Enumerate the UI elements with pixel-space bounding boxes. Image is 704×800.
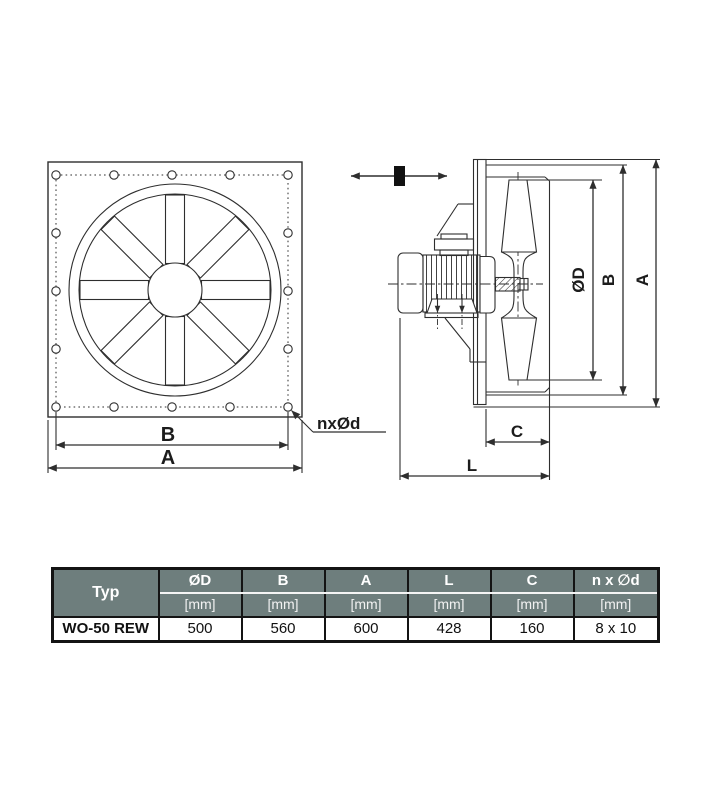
dimensions-table (51, 567, 660, 643)
table-unit-d: [mm] (159, 593, 242, 617)
airflow-direction-icon (351, 166, 447, 186)
motor-left-cap (398, 253, 423, 313)
side-dim-a-label: A (633, 273, 652, 287)
side-view (388, 160, 660, 481)
table-unit-b: [mm] (242, 593, 325, 617)
motor-feet (427, 299, 477, 313)
table-unit-a: [mm] (325, 593, 408, 617)
table-header-nxd: n x ∅d (574, 569, 659, 594)
table-header-d: ØD (159, 569, 242, 594)
table-value-c: 160 (491, 617, 574, 642)
side-dim-d (569, 180, 593, 380)
side-dim-d-label: ØD (569, 267, 588, 293)
front-dim-a-label: A (160, 447, 176, 469)
motor-base-plate (425, 313, 478, 318)
table-unit-c: [mm] (491, 593, 574, 617)
side-dim-c (486, 409, 550, 447)
front-dim-b (56, 412, 288, 450)
table-header-c: C (491, 569, 574, 594)
holes-callout-label: nxØd (317, 414, 361, 433)
table-type-value: WO-50 REW (53, 617, 159, 642)
table-header-b: B (242, 569, 325, 594)
table-data-row (53, 617, 659, 642)
table-value-nxd: 8 x 10 (574, 617, 659, 642)
table-value-a: 600 (325, 617, 408, 642)
front-dim-b-label: B (160, 424, 176, 446)
table-value-d: 500 (159, 617, 242, 642)
table-header-a: A (325, 569, 408, 594)
table-header-row (53, 569, 659, 594)
motor-right-cap (480, 257, 495, 314)
table-header-l: L (408, 569, 491, 594)
table-header-typ: Typ (53, 569, 159, 618)
side-dim-l-label: L (466, 456, 478, 475)
side-dim-b (599, 165, 623, 395)
table-value-l: 428 (408, 617, 491, 642)
hub-circle (148, 263, 202, 317)
table-unit-nxd: [mm] (574, 593, 659, 617)
side-dim-a (633, 160, 656, 408)
holes-callout (292, 411, 387, 434)
front-view (48, 162, 386, 473)
side-dim-b-label: B (599, 273, 618, 287)
side-dim-c-label: C (510, 422, 524, 441)
table-value-b: 560 (242, 617, 325, 642)
table-unit-l: [mm] (408, 593, 491, 617)
